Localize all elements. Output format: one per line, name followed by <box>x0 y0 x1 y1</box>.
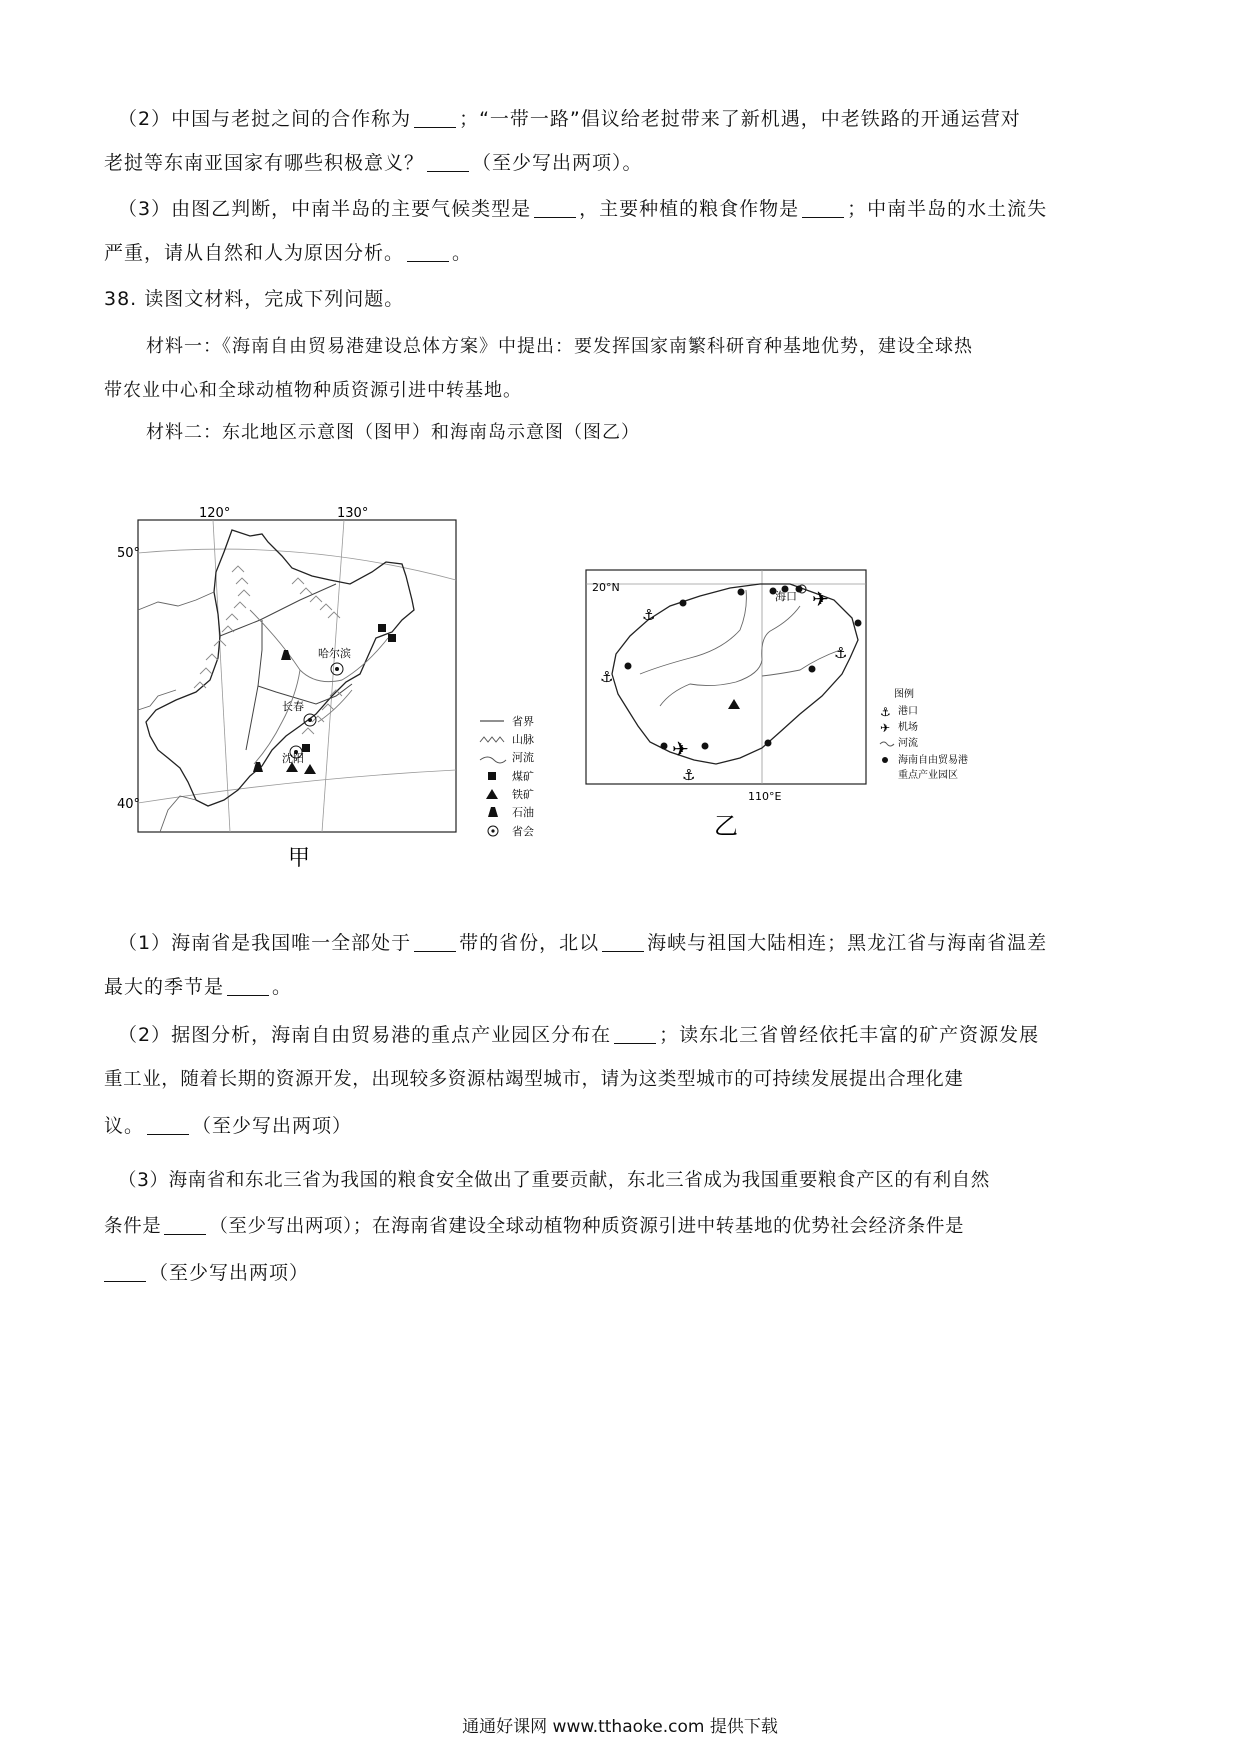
mountain-peak-symbol <box>728 699 740 709</box>
map-a-frame <box>138 520 456 832</box>
lat-label-50: 50° <box>117 546 141 561</box>
q37-p2-text-b: ；“一带一路”倡议给老挝带来了新机遇，中老铁路的开通运营对 <box>459 108 1021 130</box>
q37-p3-line2 <box>104 240 472 266</box>
q38-p3-text-c: （至少写出两项）；在海南省建设全球动植物种质资源引进中转基地的优势社会经济条件是 <box>209 1216 965 1237</box>
airplane-icon: ✈ <box>672 737 689 761</box>
river <box>254 670 300 764</box>
legend-iron-icon <box>486 789 498 799</box>
q38-p2-line2: 重工业，随着长期的资源开发，出现较多资源枯竭型城市，请为这类型城市的可持续发展提出合理化建 <box>104 1069 964 1090</box>
meridian-130 <box>322 520 344 832</box>
legend-label: 山脉 <box>512 733 534 746</box>
q37-p3-text-e: 。 <box>452 242 473 264</box>
map-a-legend <box>480 714 534 838</box>
answer-blank[interactable] <box>427 153 469 172</box>
svg-text:长春: 长春 <box>282 700 304 713</box>
map-b-legend <box>880 687 968 781</box>
answer-blank[interactable] <box>104 1263 146 1282</box>
legend-label: 重点产业园区 <box>898 770 958 781</box>
q38-p1-text-e: 。 <box>272 976 293 998</box>
answer-blank[interactable] <box>414 933 456 952</box>
legend-park-icon <box>882 757 888 763</box>
lat-label-20N: 20°N <box>592 581 620 594</box>
map-b-caption: 乙 <box>714 812 738 840</box>
anchor-icon: ⚓ <box>642 606 656 624</box>
legend-label: 河流 <box>512 751 534 764</box>
q38-p2-text-b: ；读东北三省曾经依托丰富的矿产资源发展 <box>659 1024 1040 1046</box>
parallel-50 <box>138 549 456 580</box>
river <box>640 590 746 674</box>
material-2: 材料二：东北地区示意图（图甲）和海南岛示意图（图乙） <box>146 422 640 443</box>
legend-river-icon <box>480 757 506 763</box>
q38-p2-line3 <box>104 1113 352 1139</box>
figure-area <box>0 460 1240 880</box>
legend-oil-icon <box>488 807 498 817</box>
coal-mine-symbol <box>388 634 396 642</box>
anchor-icon: ⚓ <box>600 668 614 686</box>
legend-mountain-icon <box>480 737 504 742</box>
legend-label: 省会 <box>512 825 534 838</box>
lon-label-130: 130° <box>337 506 369 521</box>
q38-p1-text-c: 海峡与祖国大陆相连；黑龙江省与海南省温差 <box>647 932 1048 954</box>
q37-p2-line1 <box>118 106 1021 132</box>
legend-coal-icon <box>488 772 496 780</box>
q38-title: 38. 读图文材料，完成下列问题。 <box>104 288 405 310</box>
map-northeast <box>117 506 456 871</box>
q37-p3-line1 <box>118 196 1047 222</box>
page-footer: 通通好课网 www.tthaoke.com 提供下载 <box>462 1717 778 1737</box>
province-border <box>246 620 262 750</box>
airplane-icon: ✈ <box>812 587 829 611</box>
province-border <box>220 584 336 636</box>
q38-p1-text-d: 最大的季节是 <box>104 976 225 998</box>
q37-p2-line2 <box>104 150 643 176</box>
q37-p3-text-a: （3）由图乙判断，中南半岛的主要气候类型是 <box>118 198 532 220</box>
river <box>660 606 800 706</box>
legend-label: 铁矿 <box>512 788 534 801</box>
legend-label: 机场 <box>898 722 918 733</box>
lat-label-40: 40° <box>117 797 141 812</box>
q37-p2-text-d: （至少写出两项）。 <box>472 152 643 174</box>
q37-p3-text-b: ，主要种植的粮食作物是 <box>579 198 800 220</box>
q37-p3-text-c: ；中南半岛的水土流失 <box>847 198 1048 220</box>
lon-label-120: 120° <box>199 506 231 521</box>
legend-label: 石油 <box>512 806 534 819</box>
q38-p2-text-a: （2）据图分析，海南自由贸易港的重点产业园区分布在 <box>118 1024 612 1046</box>
haikou-label: 海口 <box>775 590 797 603</box>
coal-mine-symbol <box>302 744 310 752</box>
northeast-outline <box>146 530 414 806</box>
legend-label: 海南自由贸易港 <box>898 755 968 766</box>
q38-p1-line2 <box>104 974 292 1000</box>
answer-blank[interactable] <box>227 977 269 996</box>
legend-river-icon <box>880 742 894 746</box>
q38-p3-text-d: （至少写出两项） <box>149 1262 310 1284</box>
oil-symbol <box>281 650 291 660</box>
legend-label: 省界 <box>512 715 534 728</box>
answer-blank[interactable] <box>414 109 456 128</box>
neighbor-border <box>138 690 176 710</box>
answer-blank[interactable] <box>147 1116 189 1135</box>
neighbor-border <box>138 592 214 610</box>
q37-p2-text-c: 老挝等东南亚国家有哪些积极意义？ <box>104 152 425 174</box>
legend-port-icon: ⚓ <box>880 705 891 719</box>
map-a-caption: 甲 <box>288 846 311 871</box>
q38-p3-line2 <box>104 1214 964 1240</box>
material-1-line2: 带农业中心和全球动植物种质资源引进中转基地。 <box>104 380 522 401</box>
meridian-120 <box>213 520 230 832</box>
province-border <box>258 684 352 704</box>
answer-blank[interactable] <box>534 199 576 218</box>
river <box>250 610 388 682</box>
coal-mine-symbol <box>378 624 386 632</box>
svg-text:沈阳: 沈阳 <box>282 752 304 765</box>
anchor-icon: ⚓ <box>834 644 848 662</box>
legend-label: 港口 <box>898 706 918 717</box>
lon-label-110E: 110°E <box>748 790 782 803</box>
q38-p3-line3 <box>104 1260 309 1286</box>
answer-blank[interactable] <box>614 1025 656 1044</box>
answer-blank[interactable] <box>802 199 844 218</box>
iron-ore-symbol <box>304 764 316 774</box>
q38-p1-line1 <box>118 930 1047 956</box>
q38-p1-text-a: （1）海南省是我国唯一全部处于 <box>118 932 412 954</box>
parallel-40 <box>138 770 456 803</box>
legend-airport-icon: ✈ <box>880 721 891 735</box>
capital-changchun <box>282 700 316 726</box>
q37-p3-text-d: 严重，请从自然和人为原因分析。 <box>104 242 405 264</box>
svg-text:哈尔滨: 哈尔滨 <box>318 647 351 660</box>
legend-label: 煤矿 <box>512 770 534 783</box>
q38-p1-text-b: 带的省份，北以 <box>459 932 600 954</box>
q38-p2-text-d: 议。 <box>104 1115 145 1137</box>
answer-blank[interactable] <box>407 243 449 262</box>
capital-harbin <box>318 646 351 675</box>
q38-p3-line1: （3）海南省和东北三省为我国的粮食安全做出了重要贡献，东北三省成为我国重要粮食产区的有利自然 <box>118 1170 990 1191</box>
anchor-icon: ⚓ <box>682 766 696 784</box>
q37-p2-text-a: （2）中国与老挝之间的合作称为 <box>118 108 412 130</box>
q38-p2-text-e: （至少写出两项） <box>192 1115 353 1137</box>
q38-p3-text-b: 条件是 <box>104 1216 162 1237</box>
capital-shenyang <box>282 746 304 765</box>
coast-line <box>160 796 196 832</box>
river <box>762 650 840 676</box>
legend-title: 图例 <box>894 689 914 700</box>
answer-blank[interactable] <box>602 933 644 952</box>
answer-blank[interactable] <box>164 1216 206 1235</box>
legend-label: 河流 <box>898 738 918 749</box>
q38-p2-line1 <box>118 1022 1039 1048</box>
map-hainan <box>586 570 866 840</box>
material-1-line1: 材料一：《海南自由贸易港建设总体方案》中提出：要发挥国家南繁科研育种基地优势，建设全球热 <box>146 336 973 357</box>
